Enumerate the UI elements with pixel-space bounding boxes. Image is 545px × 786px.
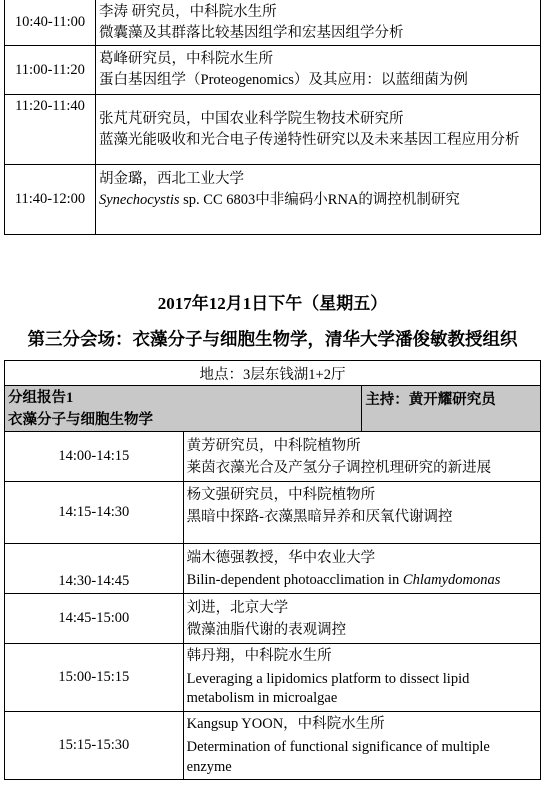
table-row xyxy=(5,165,541,235)
talk-cell xyxy=(96,95,541,165)
speaker: Kangsup YOON，中科院水生所 xyxy=(186,716,385,732)
talk-cell xyxy=(183,594,540,644)
time-cell: 14:15-14:30 xyxy=(5,482,184,544)
group-topic: 衣藻分子与细胞生物学 xyxy=(8,411,153,428)
speaker: 李涛 研究员，中科院水生所 xyxy=(99,3,277,20)
talk-cell xyxy=(96,46,541,95)
talk-cell xyxy=(183,482,540,544)
time-cell: 14:00-14:15 xyxy=(5,432,184,482)
group-label: 分组报告1 xyxy=(8,389,74,406)
table-row xyxy=(5,95,541,165)
table-row xyxy=(5,482,541,544)
talk-title-pre: Bilin-dependent photoacclimation in xyxy=(186,571,403,588)
table-row xyxy=(5,0,541,46)
host-cell xyxy=(362,386,541,432)
time-cell: 11:20-11:40 xyxy=(5,95,96,165)
talk-title: 蛋白基因组学（Proteogenomics）及其应用：以蓝细菌为例 xyxy=(99,72,468,88)
talk-cell xyxy=(183,712,540,780)
table-row xyxy=(5,712,541,780)
time-cell: 14:45-15:00 xyxy=(5,594,184,644)
talk-title: 莱茵衣藻光合及产氢分子调控机理研究的新进展 xyxy=(186,459,492,476)
morning-schedule-table xyxy=(4,0,541,235)
group-title-cell xyxy=(5,386,362,432)
session-title: 第三分会场：衣藻分子与细胞生物学，清华大学潘俊敏教授组织 xyxy=(27,329,518,349)
species-name: Chlamydomonas xyxy=(402,571,501,588)
talk-cell xyxy=(96,0,541,46)
talk-title: 黑暗中探路-衣藻黑暗异养和厌氧代谢调控 xyxy=(186,509,453,525)
table-row xyxy=(5,46,541,95)
talk-title xyxy=(99,190,537,211)
talk-title: 微藻油脂代谢的表观调控 xyxy=(186,621,347,638)
location-row xyxy=(5,361,541,386)
time-cell: 11:40-12:00 xyxy=(5,165,96,235)
table-row xyxy=(5,432,541,482)
talk-title: Determination of functional significance of multiple enzyme xyxy=(186,739,490,775)
speaker: 韩丹翔，中科院水生所 xyxy=(186,648,332,664)
table-row xyxy=(5,594,541,644)
speaker: 胡金璐，西北工业大学 xyxy=(99,171,244,187)
speaker: 刘进，北京大学 xyxy=(186,599,289,616)
speaker: 张芃芃研究员，中国农业科学院生物技术研究所 xyxy=(99,110,404,127)
talk-title: 微囊藻及其群落比较基因组学和宏基因组学分析 xyxy=(99,24,404,41)
location: 地点：3层东钱湖1+2厅 xyxy=(5,361,541,386)
talk-title: Leveraging a lipidomics platform to dissect lipid metabolism in microalgae xyxy=(186,671,470,706)
host: 主持：黄开耀研究员 xyxy=(365,392,496,408)
afternoon-schedule-table xyxy=(4,360,541,780)
speaker: 杨文强研究员，中科院植物所 xyxy=(186,487,376,503)
talk-cell xyxy=(183,432,540,482)
species-name: Synechocystis xyxy=(99,192,180,208)
time-cell: 10:40-11:00 xyxy=(5,0,96,46)
talk-title: 蓝藻光能吸收和光合电子传递特性研究以及未来基因工程应用分析 xyxy=(99,131,520,148)
speaker: 葛峰研究员，中科院水生所 xyxy=(99,51,273,67)
talk-cell xyxy=(96,165,541,235)
time-cell: 11:00-11:20 xyxy=(5,46,96,95)
table-row xyxy=(5,544,541,594)
talk-title-rest: sp. CC 6803中非编码小RNA的调控机制研究 xyxy=(179,192,460,208)
talk-title xyxy=(187,569,537,591)
session-date: 2017年12月1日下午（星期五） xyxy=(157,294,388,313)
speaker: 端木德强教授，华中农业大学 xyxy=(186,549,376,566)
talk-cell xyxy=(183,544,540,594)
time-cell: 14:30-14:45 xyxy=(5,544,184,594)
talk-cell xyxy=(183,644,540,712)
group-header-row xyxy=(5,386,541,432)
table-row xyxy=(5,644,541,712)
speaker: 黄芳研究员，中科院植物所 xyxy=(186,437,361,454)
time-cell: 15:15-15:30 xyxy=(5,712,184,780)
time-cell: 15:00-15:15 xyxy=(5,644,184,712)
